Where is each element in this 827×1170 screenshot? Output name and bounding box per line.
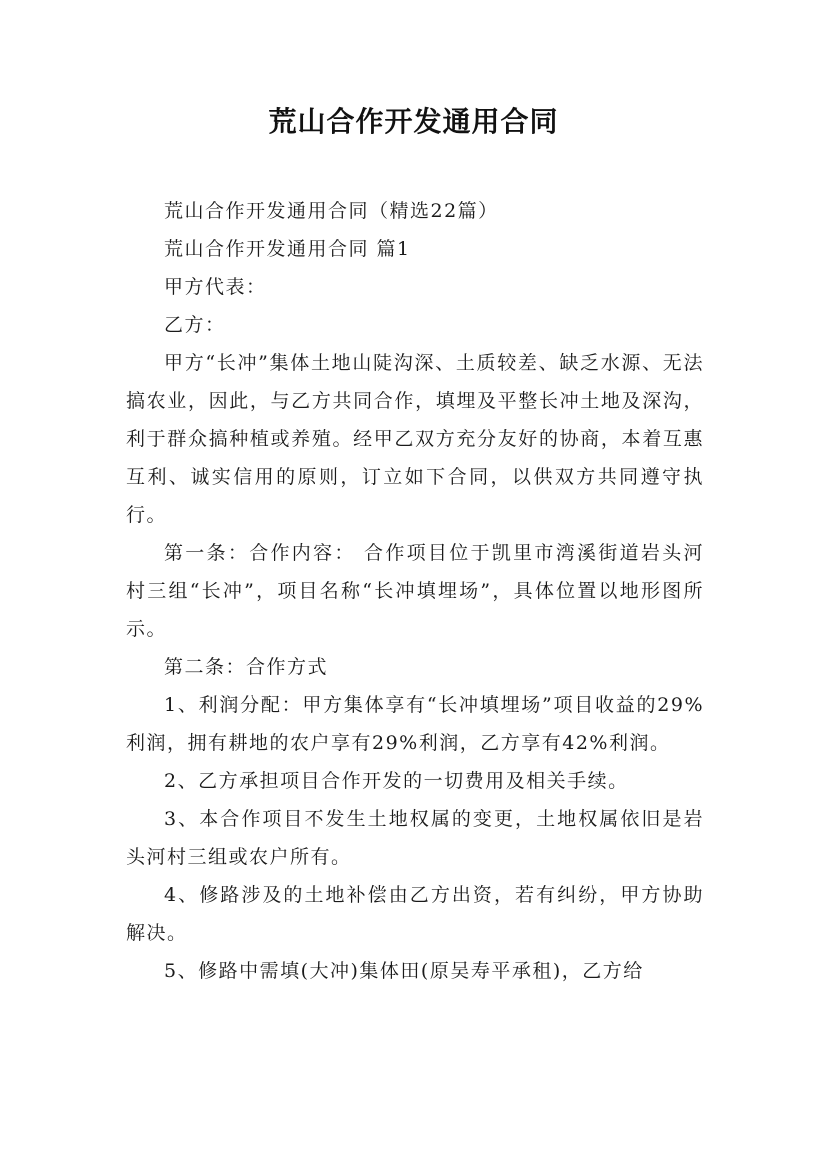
paragraph-clause-5: 5、修路中需填(大冲)集体田(原吴寿平承租)，乙方给 xyxy=(164,960,644,982)
paragraph-article-1: 第一条：合作内容： 合作项目位于凯里市湾溪街道岩头河村三组“长冲”，项目名称“长冲填埋场”，具体位置以地形图所示。 xyxy=(126,542,704,640)
paragraph-article-2-heading: 第二条：合作方式 xyxy=(164,656,329,678)
paragraph-clause-4: 4、修路涉及的土地补偿由乙方出资，若有纠纷，甲方协助解决。 xyxy=(126,884,704,944)
paragraph-preamble: 甲方“长冲”集体土地山陡沟深、土质较差、缺乏水源、无法搞农业，因此，与乙方共同合作，填埋及平整长冲土地及深沟，利于群众搞种植或养殖。经甲乙双方充分友好的协商，本着互惠互利、诚实信用的原则，订立如下合同，以供双方共同遵守执行。 xyxy=(126,352,704,526)
paragraph-clause-1: 1、利润分配：甲方集体享有“长冲填埋场”项目收益的29%利润，拥有耕地的农户享有29%利润，乙方享有42%利润。 xyxy=(126,694,704,754)
document-body xyxy=(126,192,704,990)
paragraph-section-heading: 荒山合作开发通用合同 篇1 xyxy=(164,238,411,260)
paragraph-party-a: 甲方代表： xyxy=(164,276,267,298)
paragraph-subtitle: 荒山合作开发通用合同（精选22篇） xyxy=(164,200,499,222)
paragraph-party-b: 乙方： xyxy=(164,314,226,336)
paragraph-clause-2: 2、乙方承担项目合作开发的一切费用及相关手续。 xyxy=(164,770,629,792)
document-title: 荒山合作开发通用合同 xyxy=(268,105,559,138)
paragraph-clause-3: 3、本合作项目不发生土地权属的变更，土地权属依旧是岩头河村三组或农户所有。 xyxy=(126,808,704,868)
